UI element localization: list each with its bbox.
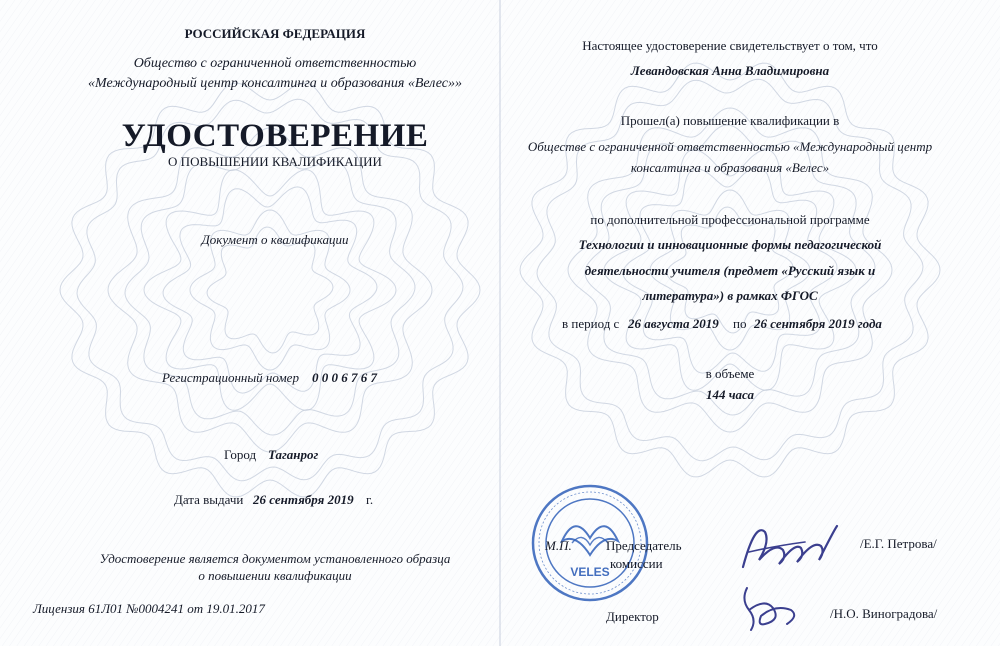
issue-date-label: Дата выдачи [174,492,244,507]
document-title: УДОСТОВЕРЕНИЕ [121,118,429,154]
org-line-2: «Международный центр консалтинга и образования «Велес»» [88,76,462,91]
holder-name: Левандовская Анна Владимировна [630,63,830,78]
director-name: /Н.О. Виноградова/ [830,606,938,621]
issue-date-value: 26 сентября 2019 [253,492,354,507]
volume-label: в объеме [705,366,755,381]
issue-date-suffix: г. [366,492,374,507]
org-line-1: Общество с ограниченной ответственностью [133,56,417,71]
seal-place-label: М.П. [545,538,572,553]
intro-text: Настоящее удостоверение свидетельствует о том, что [582,38,878,53]
license-info: Лицензия 61Л01 №0004241 от 19.01.2017 [33,601,265,616]
stamp-text: VELES [570,565,610,579]
chair-title-line-1: Председатель [606,538,682,553]
director-signature [735,580,805,640]
program-label: по дополнительной профессиональной программе [590,212,870,227]
program-line-2: деятельности учителя (предмет «Русский язык и [584,263,876,278]
chair-name: /Е.Г. Петрова/ [860,536,937,551]
note-line-1: Удостоверение является документом установленного образца [99,551,451,566]
volume-value: 144 часа [705,387,754,402]
document-subtitle: О ПОВЫШЕНИИ КВАЛИФИКАЦИИ [168,154,382,169]
document-type: Документ о квалификации [201,232,349,247]
chair-title-line-2: комиссии [610,556,663,571]
note-line-2: о повышении квалификации [198,568,352,583]
period-mid: по [733,316,747,331]
program-line-1: Технологии и инновационные формы педагогической [578,237,882,252]
period-prefix: в период с [562,316,620,331]
country-heading: РОССИЙСКАЯ ФЕДЕРАЦИЯ [184,26,366,41]
chair-signature [735,512,845,582]
city-label: Город [224,447,257,462]
institution-line-2: консалтинга и образования «Велес» [630,160,830,175]
passed-text: Прошел(а) повышение квалификации в [620,113,840,128]
period-to: 26 сентября 2019 года [754,316,882,331]
registration-label: Регистрационный номер [162,370,299,385]
program-line-3: литература») в рамках ФГОС [642,288,818,303]
director-title: Директор [606,609,659,624]
institution-line-1: Обществе с ограниченной ответственностью «Международный центр [527,139,933,154]
registration-number: 0 0 0 6 7 6 7 [312,370,377,385]
period-from: 26 августа 2019 [628,316,719,331]
city-value: Таганрог [268,447,319,462]
